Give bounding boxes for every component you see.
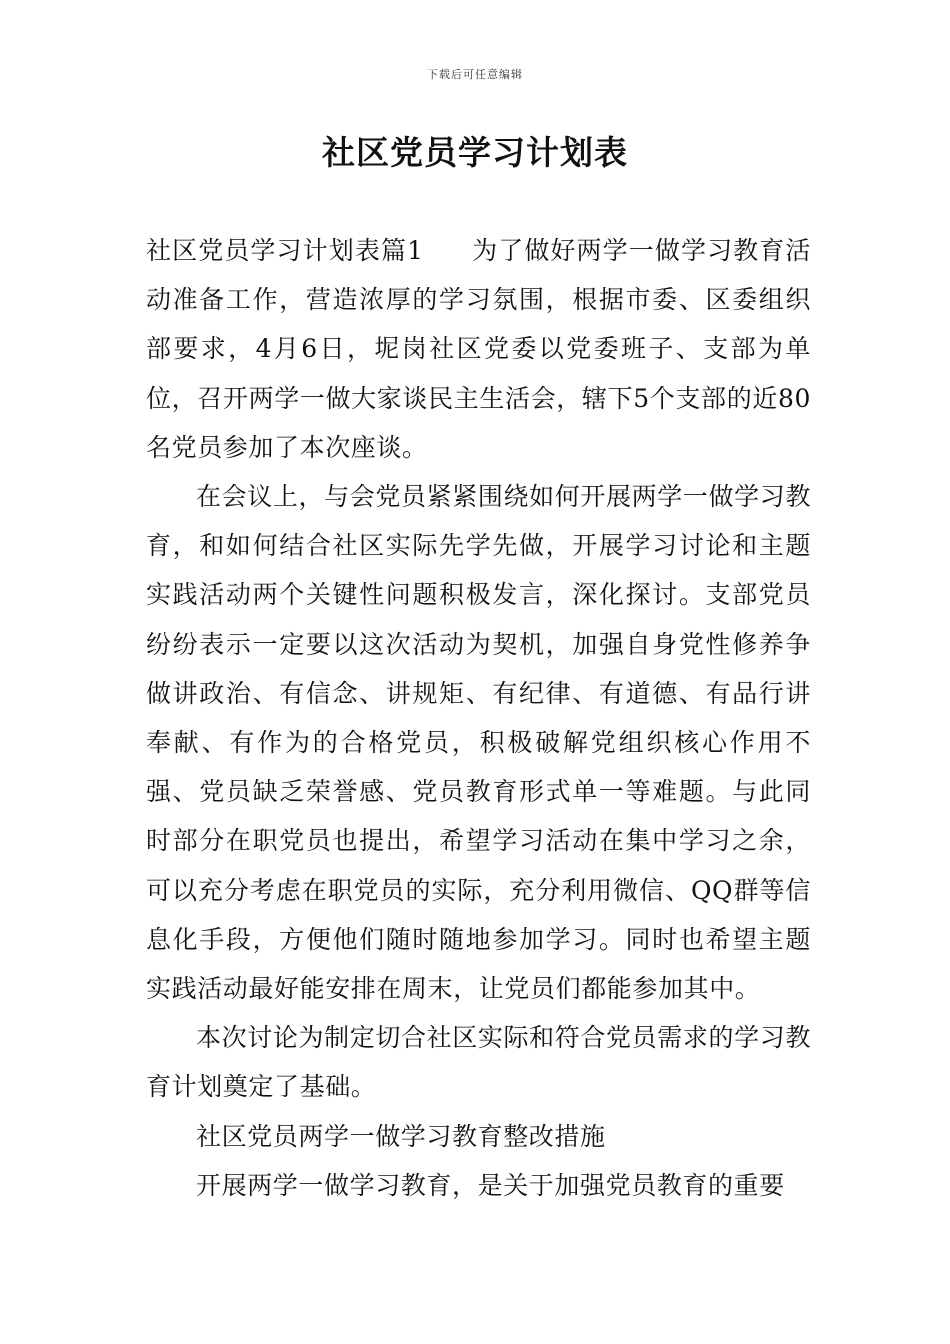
paragraph-2: 在会议上，与会党员紧紧围绕如何开展两学一做学习教育，和如何结合社区实际先学先做，开展学习讨论和主题实践活动两个关键性问题积极发言，深化探讨。支部党员纷纷表示一定要以这次活动为契机，加强自身党性修养争做讲政治、有信念、讲规矩、有纪律、有道德、有品行讲奉献、有作为的合格党员，积极破解党组织核心作用不强、党员缺乏荣誉感、党员教育形式单一等难题。与此同时部分在职党员也提出，希望学习活动在集中学习之余，可以充分考虑在职党员的实际，充分利用微信、QQ群等信息化手段，方便他们随时随地参加学习。同时也希望主题实践活动最好能安排在周末，让党员们都能参加其中。 <box>146 482 811 1004</box>
paragraph-4: 开展两学一做学习教育，是关于加强党员教育的重要 <box>196 1170 785 1200</box>
paragraph-1-text: 为了做好两学一做学习教育活动准备工作，营造浓厚的学习氛围，根据市委、区委组织部要求，4月6日，坭岗社区党委以党委班子、支部为单位，召开两学一做大家谈民主生活会，辖下5个支部的近80名党员参加了本次座谈。 <box>146 236 811 462</box>
document-title: 社区党员学习计划表 <box>322 133 628 172</box>
section-label: 社区党员学习计划表篇1 <box>146 236 424 265</box>
section-heading: 社区党员两学一做学习教育整改措施 <box>196 1121 606 1151</box>
document-body <box>146 226 811 1210</box>
paragraph-1 <box>146 226 811 472</box>
paragraph-3: 本次讨论为制定切合社区实际和符合党员需求的学习教育计划奠定了基础。 <box>146 1023 811 1102</box>
header-note: 下载后可任意编辑 <box>427 68 523 81</box>
